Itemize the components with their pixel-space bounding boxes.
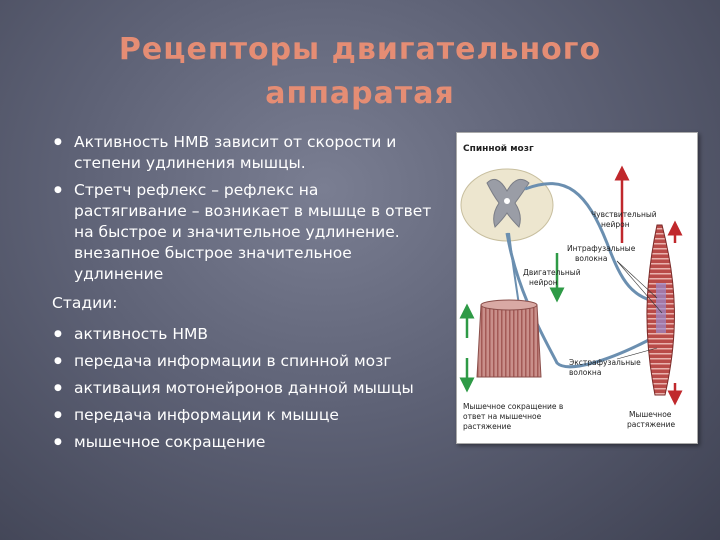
label-stretch-1: Мышечное xyxy=(629,410,672,419)
stage-item xyxy=(52,432,432,453)
label-sensory-neuron-2: нейрон xyxy=(601,220,630,229)
stage-item xyxy=(52,351,432,372)
stages-label: Стадии: xyxy=(52,294,118,312)
bullet-icon: ● xyxy=(54,437,62,447)
stage-text: мышечное сокращение xyxy=(74,433,266,451)
stage-text: передача информации в спинной мозг xyxy=(74,352,392,370)
label-intrafusal-1: Интрафузальные xyxy=(567,244,636,253)
bullet-icon: ● xyxy=(54,356,62,366)
label-contraction-2: ответ на мышечное xyxy=(463,412,542,421)
stage-text: активность НМВ xyxy=(74,325,208,343)
stage-text: передача информации к мышце xyxy=(74,406,339,424)
stage-item xyxy=(52,378,432,399)
label-extrafusal-1: Экстрафузальные xyxy=(569,358,641,367)
stage-item xyxy=(52,324,432,345)
label-sensory-neuron-1: Чувствительный xyxy=(591,210,657,219)
bullet-item xyxy=(52,180,432,285)
diagram-svg xyxy=(457,133,697,443)
label-motor-neuron-1: Двигательный xyxy=(523,268,581,277)
contracted-muscle-icon xyxy=(477,300,541,377)
bullet-icon: ● xyxy=(54,383,62,393)
stage-text: активация мотонейронов данной мышцы xyxy=(74,379,414,397)
title-line-2: аппаратая xyxy=(265,76,455,111)
bullet-icon: ● xyxy=(54,410,62,420)
slide-content xyxy=(52,132,432,459)
bullet-icon: ● xyxy=(54,329,62,339)
label-extrafusal-2: волокна xyxy=(569,368,602,377)
label-spinal-cord: Спинной мозг xyxy=(463,144,534,154)
label-contraction-3: растяжение xyxy=(463,422,512,431)
label-contraction-1: Мышечное сокращение в xyxy=(463,402,564,411)
bullet-text: Стретч рефлекс – рефлекс на растягивание – возникает в мышце в ответ на быстрое и значительное удлинение. внезапное быстрое значительное удлинение xyxy=(74,181,432,283)
bullet-icon: ● xyxy=(54,137,62,147)
spinal-cord-icon xyxy=(461,169,553,241)
label-intrafusal-2: волокна xyxy=(575,254,608,263)
bullet-item xyxy=(52,132,432,174)
stretch-reflex-diagram xyxy=(456,132,698,444)
bullet-icon: ● xyxy=(54,185,62,195)
label-stretch-2: растяжение xyxy=(627,420,676,429)
stretched-muscle-icon xyxy=(647,225,675,395)
title-line-1: Рецепторы двигательного xyxy=(118,32,602,67)
slide-title xyxy=(40,28,680,116)
bullet-text: Активность НМВ зависит от скорости и степени удлинения мышцы. xyxy=(74,133,397,172)
label-motor-neuron-2: нейрон xyxy=(529,278,558,287)
stage-item xyxy=(52,405,432,426)
